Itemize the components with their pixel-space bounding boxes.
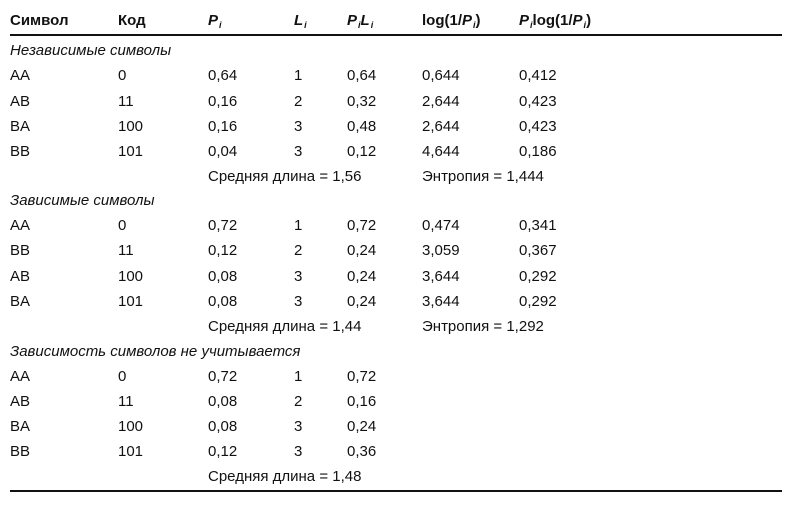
table-cell-prob-length: 0,32 <box>347 93 377 110</box>
table-cell-symbol: BB <box>10 242 31 259</box>
header-prob-log-inverse-prob: $P_i\log(1/P_i)$ <box>519 12 592 30</box>
table-cell-symbol: AA <box>10 67 31 84</box>
table-cell-symbol: AA <box>10 368 31 385</box>
table-cell-symbol: BA <box>10 118 31 135</box>
table-cell-prob-length: 0,12 <box>347 143 377 160</box>
table-cell-log: 4,644 <box>422 143 460 160</box>
average-length-summary: Средняя длина = 1,44 <box>208 318 362 335</box>
table-cell-probability: 0,08 <box>208 268 238 285</box>
table-cell-probability: 0,72 <box>208 217 238 234</box>
table-cell-probability: 0,64 <box>208 67 238 84</box>
section-title-independent: Независимые символы <box>10 42 172 59</box>
table-cell-prob-length: 0,36 <box>347 443 377 460</box>
table-cell-prob-length: 0,24 <box>347 242 377 259</box>
table-cell-prob-length: 0,72 <box>347 217 377 234</box>
table-cell-probability: 0,04 <box>208 143 238 160</box>
table-cell-length: 3 <box>294 418 303 435</box>
header-log-inverse-prob: $\log(1/P_i)$ <box>422 12 481 30</box>
table-cell-prob-length: 0,64 <box>347 67 377 84</box>
table-cell-probability: 0,12 <box>208 242 238 259</box>
table-cell-code: 100 <box>118 118 144 135</box>
section-title-dependent: Зависимые символы <box>10 192 155 209</box>
table-cell-probability: 0,16 <box>208 93 238 110</box>
table-cell-code: 11 <box>118 93 134 110</box>
table-cell-prob-log: 0,292 <box>519 293 557 310</box>
table-cell-symbol: BA <box>10 418 31 435</box>
table-cell-code: 100 <box>118 418 144 435</box>
table-cell-prob-log: 0,367 <box>519 242 557 259</box>
table-cell-length: 3 <box>294 443 303 460</box>
table-cell-symbol: AB <box>10 93 31 110</box>
table-cell-symbol: AB <box>10 268 31 285</box>
header-symbol: Символ <box>10 12 69 29</box>
table-cell-prob-length: 0,16 <box>347 393 377 410</box>
table-cell-log: 3,644 <box>422 268 460 285</box>
average-length-summary: Средняя длина = 1,56 <box>208 168 362 185</box>
table-cell-length: 2 <box>294 242 303 259</box>
table-cell-probability: 0,12 <box>208 443 238 460</box>
table-cell-length: 2 <box>294 93 303 110</box>
table-cell-log: 0,644 <box>422 67 460 84</box>
table-cell-prob-length: 0,48 <box>347 118 377 135</box>
table-cell-code: 101 <box>118 143 144 160</box>
table-cell-length: 1 <box>294 368 303 385</box>
table-cell-length: 3 <box>294 143 303 160</box>
table-cell-prob-length: 0,24 <box>347 293 377 310</box>
table-cell-symbol: BB <box>10 443 31 460</box>
table-cell-log: 0,474 <box>422 217 460 234</box>
header-rule-top <box>10 34 782 36</box>
average-length-summary: Средняя длина = 1,48 <box>208 468 362 485</box>
table-cell-prob-log: 0,292 <box>519 268 557 285</box>
section-title-dependency-ignored: Зависимость символов не учитывается <box>10 343 301 360</box>
table-cell-code: 11 <box>118 242 134 259</box>
table-cell-prob-length: 0,24 <box>347 418 377 435</box>
header-length: $L_i$ <box>294 12 307 30</box>
table-cell-prob-log: 0,186 <box>519 143 557 160</box>
table-cell-length: 3 <box>294 268 303 285</box>
table-cell-log: 2,644 <box>422 93 460 110</box>
table-cell-length: 1 <box>294 67 303 84</box>
table-rule-bottom <box>10 490 782 492</box>
table-cell-log: 3,059 <box>422 242 460 259</box>
table-cell-code: 0 <box>118 217 127 234</box>
table-cell-probability: 0,08 <box>208 418 238 435</box>
table-cell-code: 100 <box>118 268 144 285</box>
table-cell-length: 3 <box>294 118 303 135</box>
table-cell-log: 2,644 <box>422 118 460 135</box>
table-cell-length: 3 <box>294 293 303 310</box>
table-cell-probability: 0,72 <box>208 368 238 385</box>
table-cell-code: 101 <box>118 293 144 310</box>
table-cell-code: 11 <box>118 393 134 410</box>
header-prob-times-length: $P_iL_i$ <box>347 12 374 30</box>
table-cell-probability: 0,16 <box>208 118 238 135</box>
table-cell-log: 3,644 <box>422 293 460 310</box>
table-cell-prob-log: 0,423 <box>519 93 557 110</box>
table-cell-probability: 0,08 <box>208 293 238 310</box>
entropy-summary: Энтропия = 1,444 <box>422 168 544 185</box>
table-cell-prob-length: 0,24 <box>347 268 377 285</box>
table-cell-length: 1 <box>294 217 303 234</box>
table-cell-code: 0 <box>118 67 127 84</box>
table-cell-symbol: BB <box>10 143 31 160</box>
table-cell-symbol: AB <box>10 393 31 410</box>
table-cell-symbol: AA <box>10 217 31 234</box>
header-probability: $P_i$ <box>208 12 222 30</box>
table-cell-prob-length: 0,72 <box>347 368 377 385</box>
table-cell-code: 101 <box>118 443 144 460</box>
table-cell-prob-log: 0,423 <box>519 118 557 135</box>
table-cell-probability: 0,08 <box>208 393 238 410</box>
table-cell-prob-log: 0,341 <box>519 217 557 234</box>
table-cell-code: 0 <box>118 368 127 385</box>
table-cell-prob-log: 0,412 <box>519 67 557 84</box>
table-cell-symbol: BA <box>10 293 31 310</box>
table-cell-length: 2 <box>294 393 303 410</box>
entropy-summary: Энтропия = 1,292 <box>422 318 544 335</box>
header-code: Код <box>118 12 146 29</box>
